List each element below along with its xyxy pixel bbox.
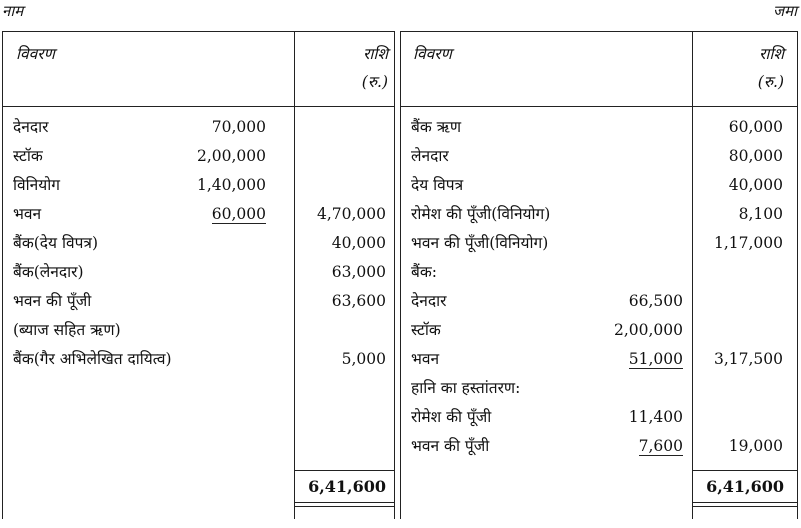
- left-row-amount: 40,000: [331, 234, 386, 252]
- left-particulars-header: विवरण: [16, 45, 55, 63]
- left-border: [2, 31, 3, 519]
- debit-side-label: नाम: [2, 2, 24, 20]
- left-right-separator-a: [394, 31, 395, 519]
- right-row-amount: 3,17,500: [713, 350, 783, 368]
- right-row-inner-amount: 51,000: [628, 350, 683, 368]
- right-row-label: बैंक ऋण: [411, 118, 462, 136]
- right-row-label: लेनदार: [411, 147, 449, 165]
- credit-side-label: जमा: [773, 2, 797, 20]
- right-row-amount: 1,17,000: [713, 234, 783, 252]
- right-particulars-header: विवरण: [413, 45, 452, 63]
- right-row-amount: 40,000: [728, 176, 783, 194]
- left-row-label: भवन की पूँजी: [13, 292, 92, 310]
- left-row-inner-amount: 60,000: [211, 205, 266, 223]
- right-row-amount: 80,000: [728, 147, 783, 165]
- right-amount-header: राशि: [759, 45, 784, 63]
- left-row-label: विनियोग: [13, 176, 60, 194]
- right-row-amount: 19,000: [728, 437, 783, 455]
- left-row-amount: 63,600: [331, 292, 386, 310]
- left-row-label: बैंक(गैर अभिलेखित दायित्व): [13, 350, 172, 368]
- right-row-label: हानि का हस्तांतरण:: [411, 379, 521, 397]
- right-currency-unit: (रु.): [757, 73, 784, 91]
- right-row-label: रोमेश की पूँजी(विनियोग): [411, 205, 551, 223]
- left-currency-unit: (रु.): [361, 73, 388, 91]
- right-row-inner-amount: 66,500: [628, 292, 683, 310]
- left-row-label: स्टॉक: [13, 147, 43, 165]
- left-header-rule: [2, 106, 395, 107]
- right-row-label: भवन की पूँजी: [411, 437, 490, 455]
- right-top-rule: [400, 31, 798, 32]
- right-row-amount: 8,100: [738, 205, 783, 223]
- left-row-label: बैंक(लेनदार): [13, 263, 84, 281]
- left-row-inner-amount: 2,00,000: [196, 147, 266, 165]
- left-total: 6,41,600: [308, 477, 386, 496]
- right-total-bottom-rule-2: [692, 506, 797, 507]
- right-total-top-rule: [692, 470, 797, 471]
- left-amount-header: राशि: [363, 45, 388, 63]
- right-row-label: बैंक:: [411, 263, 437, 281]
- left-top-rule: [2, 31, 395, 32]
- right-row-label: देनदार: [411, 292, 447, 310]
- left-row-amount: 4,70,000: [316, 205, 386, 223]
- left-row-label: बैंक(देय विपत्र): [13, 234, 98, 252]
- left-row-label: भवन: [13, 205, 42, 223]
- right-row-inner-amount: 2,00,000: [613, 321, 683, 339]
- right-total: 6,41,600: [706, 477, 784, 496]
- left-total-top-rule: [294, 470, 394, 471]
- right-row-label: देय विपत्र: [411, 176, 464, 194]
- right-row-inner-amount: 11,400: [628, 408, 683, 426]
- right-row-label: स्टॉक: [411, 321, 441, 339]
- right-header-rule: [400, 106, 798, 107]
- right-total-bottom-rule-1: [692, 502, 797, 503]
- left-amount-divider: [294, 31, 295, 519]
- left-row-label: देनदार: [13, 118, 49, 136]
- left-row-inner-amount: 70,000: [211, 118, 266, 136]
- right-row-inner-amount: 7,600: [638, 437, 683, 455]
- right-border: [797, 31, 798, 519]
- left-total-bottom-rule-1: [294, 502, 394, 503]
- right-amount-divider: [692, 31, 693, 519]
- left-right-separator-b: [400, 31, 401, 519]
- right-row-label: भवन की पूँजी(विनियोग): [411, 234, 549, 252]
- right-row-label: भवन: [411, 350, 440, 368]
- right-row-label: रोमेश की पूँजी: [411, 408, 492, 426]
- left-total-bottom-rule-2: [294, 506, 394, 507]
- left-row-amount: 63,000: [331, 263, 386, 281]
- right-row-amount: 60,000: [728, 118, 783, 136]
- left-row-amount: 5,000: [341, 350, 386, 368]
- left-row-inner-amount: 1,40,000: [196, 176, 266, 194]
- left-row-label: (ब्याज सहित ऋण): [13, 321, 121, 339]
